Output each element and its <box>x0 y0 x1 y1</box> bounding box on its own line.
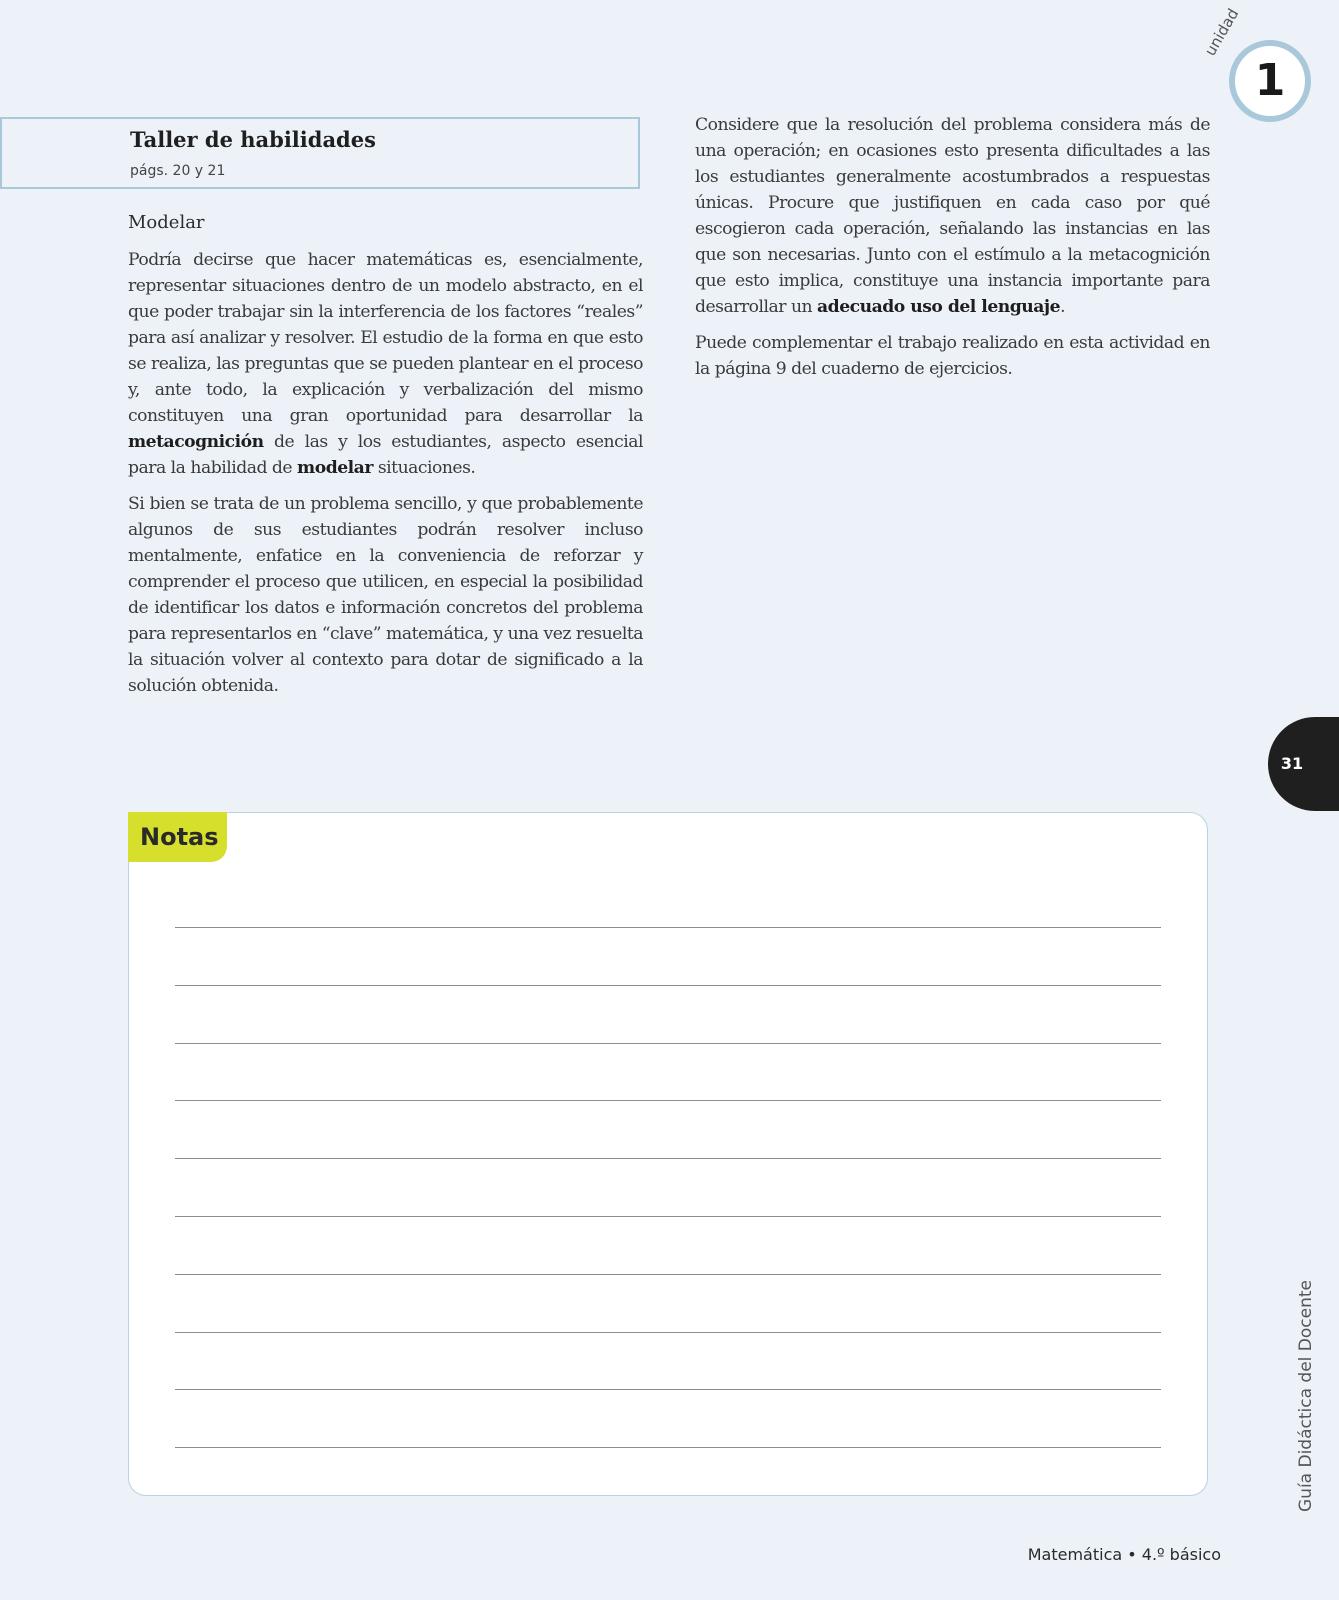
right-column <box>695 112 1210 392</box>
footer-text: Matemática • 4.º básico <box>1027 1545 1221 1564</box>
paragraph-problema: Si bien se trata de un problema sencillo, y que probablemente algunos de sus estudiantes podrán resolver incluso mentalmente, enfatice en la conveniencia de reforzar y comprender el proceso que utilicen, en especial la posibilidad de identificar los datos e información concretos del problema para representarlos en “clave” matemática, y una vez resuelta la situación volver al contexto para dotar de significado a la solución obtenida. <box>128 494 643 696</box>
taller-pages: págs. 20 y 21 <box>130 163 226 179</box>
paragraph-text: Considere que la resolución del problema considera más de una operación; en ocasiones esto presenta dificultades a las los estudiantes generalmente acostumbrados a respuestas únicas. Procure que justifiquen en cada caso por qué escogieron cada operación, señalando las instancias en las que son necesarias. Junto con el estímulo a la metacognición que esto implica, constituye una instancia importante para desarrollar un <box>695 115 1210 317</box>
keyword-modelar: modelar <box>297 458 373 478</box>
notes-label: Notas <box>128 812 227 862</box>
notes-line <box>175 1158 1161 1159</box>
left-column <box>128 212 643 709</box>
notes-line <box>175 1332 1161 1333</box>
keyword-metacognicion: metacognición <box>128 432 264 452</box>
notes-line <box>175 1274 1161 1275</box>
notes-line <box>175 1216 1161 1217</box>
notes-line <box>175 1389 1161 1390</box>
notes-line <box>175 1043 1161 1044</box>
notes-line <box>175 1447 1161 1448</box>
side-guide-text: Guía Didáctica del Docente <box>1296 1280 1316 1512</box>
paragraph-modelar <box>128 247 643 481</box>
paragraph-text: situaciones. <box>372 458 476 478</box>
paragraph-text: de las y los estudiantes, aspecto esencial para la habilidad de <box>128 432 643 478</box>
unit-label: unidad <box>1201 5 1243 59</box>
paragraph-text: Podría decirse que hacer matemáticas es, esencialmente, representar situaciones dentro de un modelo abstracto, en el que poder trabajar sin la interferencia de los factores “reales” para así analizar y resolver. El estudio de la forma en que esto se realiza, las preguntas que se pueden plantear en el proceso y, ante todo, la explicación y verbalización del mismo constituyen una gran oportunidad para desarrollar la <box>128 250 643 426</box>
unit-badge <box>1201 5 1315 136</box>
paragraph-operacion <box>695 112 1210 320</box>
section-heading: Modelar <box>128 212 205 233</box>
taller-header-box <box>0 117 640 189</box>
notes-line <box>175 1100 1161 1101</box>
keyword-lenguaje: adecuado uso del lenguaje <box>817 297 1061 317</box>
page-number-tab <box>1268 717 1339 811</box>
paragraph-text: . <box>1060 297 1066 317</box>
notes-line <box>175 985 1161 986</box>
paragraph-complemento: Puede complementar el trabajo realizado en esta actividad en la página 9 del cuaderno de ejercicios. <box>695 333 1210 379</box>
page-number: 31 <box>1280 754 1304 773</box>
notes-box <box>128 812 1208 1496</box>
unit-number: 1 <box>1254 55 1286 106</box>
notes-line <box>175 927 1161 928</box>
taller-title: Taller de habilidades <box>130 127 376 152</box>
